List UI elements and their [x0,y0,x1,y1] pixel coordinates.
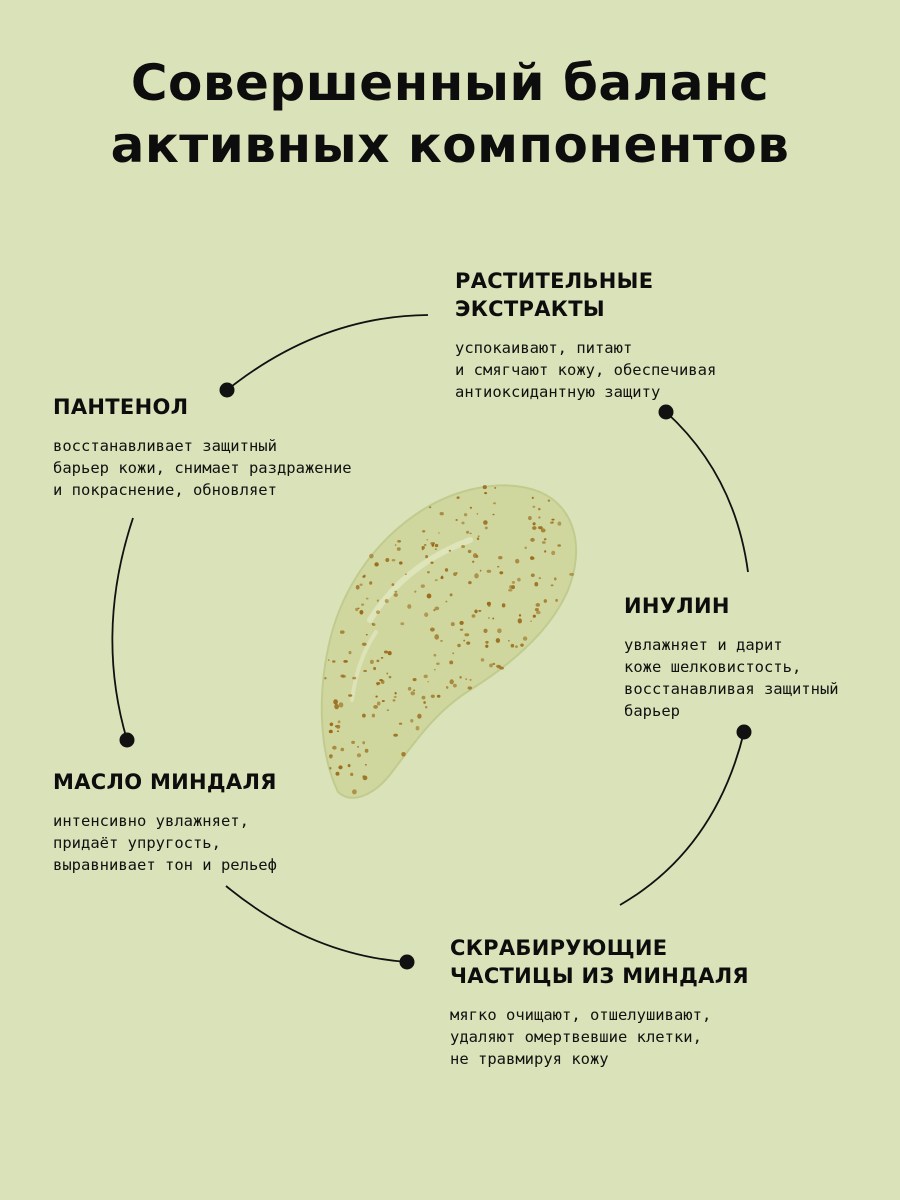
almond-particle [515,645,518,648]
almond-particle [499,571,503,574]
almond-particle [427,594,432,599]
almond-particle [413,678,417,681]
almond-particle [407,604,411,609]
almond-particle [329,767,331,770]
almond-particle [350,773,353,777]
almond-particle [457,644,461,647]
almond-particle [339,702,344,707]
almond-particle [362,741,365,744]
almond-particle [468,550,472,553]
almond-particle [483,629,487,633]
almond-particle [348,764,351,767]
almond-particle [338,765,342,769]
almond-particle [532,497,534,499]
almond-particle [386,673,388,675]
almond-particle [333,699,338,704]
almond-particle [352,677,356,680]
almond-particle [423,701,426,704]
almond-particle [485,641,488,644]
almond-particle [397,540,401,543]
almond-particle [450,679,454,684]
almond-particle [518,618,522,623]
almond-particle [377,702,381,706]
almond-particle [355,608,358,611]
almond-particle [352,789,357,794]
almond-particle [394,591,397,593]
almond-particle [464,633,469,636]
almond-particle [499,667,503,670]
almond-particle [474,573,478,578]
almond-particle [437,695,441,698]
almond-particle [555,599,558,602]
almond-particle [381,657,384,659]
almond-particle [425,706,427,708]
almond-particle [351,741,355,744]
almond-particle [492,618,494,620]
almond-particle [421,546,424,549]
almond-particle [489,663,493,667]
almond-particle [485,526,488,529]
title-line-1: Совершенный баланс [130,54,770,112]
almond-particle [343,660,348,663]
almond-particle [533,615,536,618]
almond-particle [536,603,541,607]
ingredient-description: интенсивно увлажняет, придаёт упругость, выравнивает тон и рельеф [53,812,277,874]
ingredient-title: СКРАБИРУЮЩИЕ ЧАСТИЦЫ ИЗ МИНДАЛЯ [450,936,749,988]
almond-particle [376,610,380,614]
almond-particle [424,612,428,617]
almond-particle [531,573,535,577]
ingredient-almond-particles [450,934,749,1070]
almond-particle [413,690,415,692]
almond-particle [498,556,502,559]
almond-particle [435,548,437,550]
almond-particle [478,610,481,612]
almond-particle [433,609,435,611]
almond-particle [552,521,554,523]
almond-particle [472,561,474,563]
almond-particle [453,572,457,576]
almond-particle [544,538,546,540]
almond-particle [424,675,428,678]
almond-particle [357,753,361,757]
almond-particle [433,543,435,544]
almond-particle [397,547,401,551]
almond-particle [376,682,380,685]
almond-particle [544,599,547,603]
connector-dot [120,733,135,748]
almond-particle [464,513,467,516]
almond-particle [520,643,524,646]
almond-particle [508,589,512,592]
almond-particle [551,519,554,521]
almond-particle [460,629,463,631]
almond-particle [440,512,444,515]
almond-particle [389,676,392,678]
almond-particle [569,573,574,576]
almond-particle [349,651,352,654]
almond-particle [369,554,374,559]
almond-particle [382,700,385,702]
almond-particle [340,630,345,633]
connector-dot [737,725,752,740]
almond-particle [452,652,454,654]
almond-particle [375,696,377,698]
almond-particle [392,559,396,561]
almond-particle [517,578,521,582]
almond-particle [342,675,346,678]
arc-extracts-inulin [666,412,748,572]
almond-particle [497,628,502,633]
almond-particle [544,550,546,553]
almond-particle [348,694,352,697]
almond-particle [372,623,375,626]
almond-particle [449,660,453,664]
almond-particle [370,660,374,664]
almond-particle [430,628,435,632]
almond-particle [449,550,451,552]
almond-particle [493,502,496,504]
almond-particle [430,562,433,564]
almond-particle [395,692,397,695]
almond-particle [369,581,372,584]
almond-particle [451,622,455,626]
almond-particle [519,614,521,616]
almond-particle [356,585,360,590]
almond-particle [478,535,480,536]
almond-particle [497,566,499,568]
almond-particle [525,547,527,550]
almond-particle [459,676,461,679]
ingredient-panthenol [53,393,352,501]
connector-dot [400,955,415,970]
ingredient-title: МАСЛО МИНДАЛЯ [53,770,277,794]
almond-particle [393,734,398,737]
almond-particle [435,544,439,547]
almond-particle [470,507,472,509]
almond-particle [432,544,435,547]
almond-particle [468,686,472,689]
almond-particle [392,583,395,586]
ingredient-description: успокаивают, питают и смягчают кожу, обеспечивая антиоксидантную защиту [455,339,717,401]
almond-particle [538,516,540,518]
almond-particle [385,599,389,603]
almond-particle [362,714,366,718]
almond-particle [332,660,336,662]
almond-particle [332,746,336,750]
almond-particle [548,499,550,501]
arc-inulin-particles [620,732,744,905]
almond-particle [429,506,432,508]
almond-particle [557,544,561,547]
almond-particle [421,584,425,587]
almond-particle [363,776,368,781]
almond-particle [466,641,470,644]
almond-particle [554,577,557,580]
almond-particle [481,658,485,662]
title-line-2: активных компонентов [110,116,790,174]
almond-particle [502,603,506,607]
arc-panthenol-almond-oil [112,518,133,740]
almond-particle [488,617,490,618]
almond-particle [433,654,436,657]
almond-particle [360,584,363,586]
almond-particle [400,622,404,625]
almond-particle [422,696,426,700]
almond-particle [484,492,487,494]
almond-particle [494,487,496,489]
almond-particle [373,667,376,670]
almond-particle [523,636,527,640]
almond-particle [329,730,333,734]
almond-particle [461,545,465,548]
almond-particle [512,581,515,584]
almond-particle [394,593,398,597]
almond-particle [440,640,443,642]
almond-particle [539,577,541,579]
almond-particle [476,555,478,558]
almond-particle [487,602,491,606]
almond-particle [483,485,487,489]
almond-particle [384,651,388,654]
almond-particle [483,520,488,525]
almond-particle [417,714,421,719]
almond-particle [426,539,428,540]
ingredient-inulin [624,592,839,722]
almond-particle [440,577,443,579]
almond-particle [533,522,536,525]
almond-particle [472,614,476,617]
arc-almond-oil-particles [226,886,407,962]
almond-particle [424,544,427,546]
almond-particle [330,722,334,726]
almond-particle [468,581,472,584]
almond-particle [431,695,435,698]
almond-particle [551,584,554,586]
almond-particle [532,506,535,508]
almond-particle [446,686,448,689]
almond-particle [387,709,389,711]
almond-particle [457,496,460,499]
almond-particle [388,651,392,655]
almond-particle [530,538,535,542]
almond-particle [538,508,541,511]
almond-particle [461,521,464,524]
almond-particle [399,723,402,725]
almond-particle [366,634,368,636]
almond-particle [425,555,428,558]
almond-particle [410,719,413,723]
almond-particle [335,725,338,727]
almond-particle [330,755,333,757]
almond-particle [399,561,403,564]
almond-particle [373,705,378,709]
almond-particle [469,533,471,535]
almond-particle [509,585,513,589]
almond-particle [381,680,385,684]
almond-particle [361,603,364,605]
almond-particle [445,568,448,572]
ingredient-description: мягко очищают, отшелушивают, удаляют омертвевшие клетки, не травмируя кожу [450,1006,712,1068]
almond-particle [363,670,367,672]
almond-particle [365,764,367,766]
almond-particle [394,696,397,698]
almond-particle [324,677,326,679]
almond-particle [336,772,340,776]
ingredient-description: восстанавливает защитный барьер кожи, снимает раздражение и покраснение, обновляет [53,437,352,499]
almond-particle [422,530,425,532]
almond-particle [465,678,467,679]
almond-particle [511,644,515,648]
almond-particle [480,570,482,572]
almond-particle [508,640,510,642]
almond-particle [334,704,339,709]
almond-particle [416,726,420,730]
almond-particle [530,556,534,560]
almond-particle [401,752,405,757]
almond-particle [338,720,341,723]
almond-particle [363,575,366,577]
almond-particle [393,699,396,702]
almond-particle [340,748,344,752]
ingredient-plant-extracts [455,267,716,403]
almond-particle [366,598,369,600]
almond-particle [372,714,375,718]
almond-particle [405,573,407,575]
almond-particle [411,691,416,695]
almond-particle [435,579,438,581]
ingredient-title: ПАНТЕНОЛ [53,395,189,419]
almond-particle [365,749,369,753]
almond-particle [532,526,537,530]
almond-particle [485,645,488,648]
almond-particle [487,570,492,573]
almond-particle [558,521,562,525]
almond-particle [459,621,463,625]
almond-particle [376,660,379,663]
almond-particle [515,559,519,564]
almond-particle [534,582,538,586]
almond-particle [538,526,543,529]
almond-particle [434,634,439,640]
almond-particle [337,730,339,732]
scrub-gel-image [322,485,576,798]
almond-particle [362,643,367,646]
almond-particle [427,571,430,573]
almond-particle [530,620,532,622]
almond-particle [414,591,416,593]
almond-particle [328,659,330,660]
almond-particle [427,681,429,682]
ingredient-title: РАСТИТЕЛЬНЫЕ ЭКСТРАКТЫ [455,269,654,321]
almond-particle [477,537,479,540]
almond-particle [492,514,494,516]
ingredient-description: увлажняет и дарит коже шелковистость, восстанавливая защитный барьер [624,636,839,720]
almond-particle [408,687,412,691]
almond-particle [395,544,397,546]
almond-particle [385,558,389,562]
almond-particle [357,746,359,748]
almond-particle [551,551,555,555]
almond-particle [377,600,379,602]
almond-particle [434,669,436,670]
almond-particle [374,562,378,566]
almond-particle [438,532,440,533]
almond-particle [496,638,500,643]
ingredient-title: ИНУЛИН [624,594,730,618]
almond-particle [528,516,532,520]
almond-particle [469,679,471,681]
almond-particle [542,541,546,544]
almond-particle [445,601,447,603]
almond-particle [436,663,440,665]
almond-particle [455,519,457,521]
arc-panthenol-extracts [227,315,428,390]
almond-particle [466,531,469,534]
almond-particle [536,611,541,615]
ingredient-almond-oil [53,768,277,876]
connector-dot [659,405,674,420]
almond-particle [453,684,457,688]
almond-particle [477,513,479,515]
almond-particle [450,593,453,596]
almond-particle [359,610,363,615]
almond-particle [474,610,477,614]
almond-particle [463,640,465,642]
almond-particle [492,663,495,665]
